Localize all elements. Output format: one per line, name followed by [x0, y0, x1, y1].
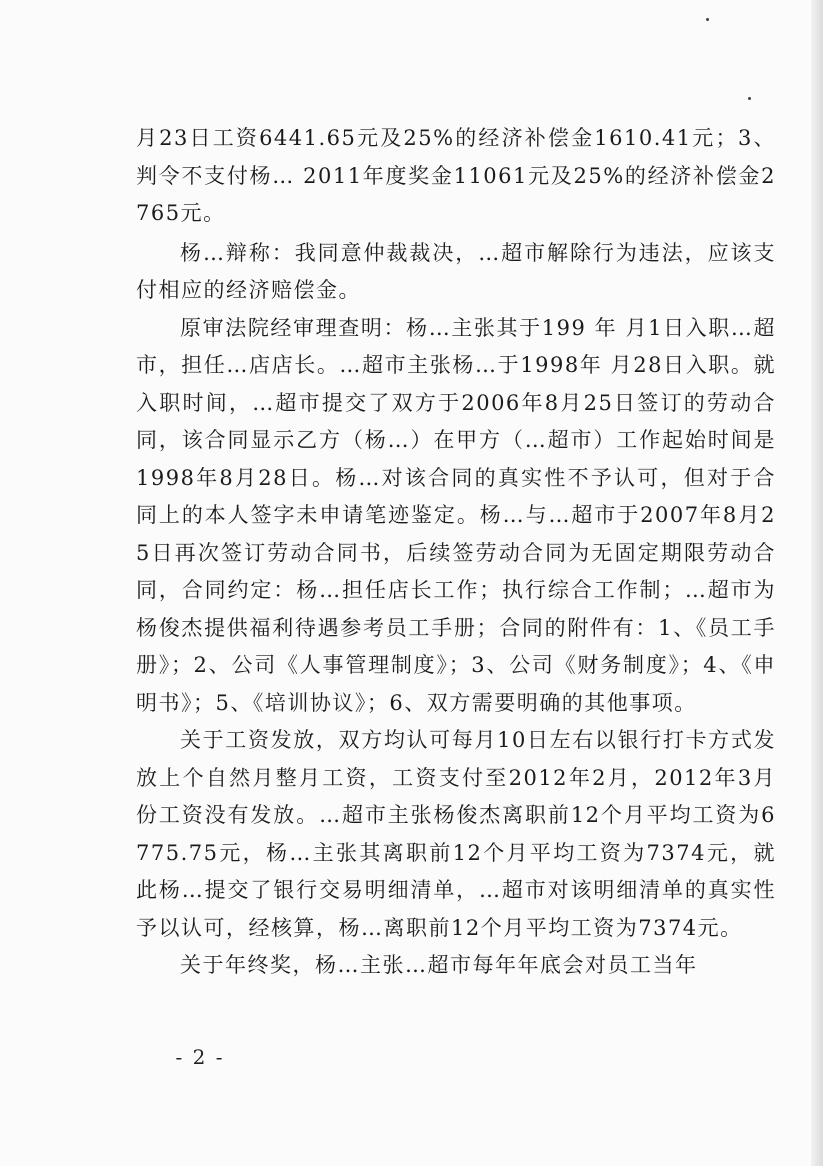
document-body	[136, 120, 776, 985]
page-number: - 2 -	[175, 1045, 225, 1069]
paragraph-wages: 关于工资发放，双方均认可每月10日左右以银行打卡方式发放上个自然月整月工资，工资支付至2012年2月，2012年3月份工资没有发放。…超市主张杨俊杰离职前12个月平均工资为6775.75元，杨…主张其离职前12个月平均工资为7374元，就此杨…提交了银行交易明细清单，…超市对该明细清单的真实性予以认可，经核算，杨…离职前12个月平均工资为7374元。	[136, 728, 776, 940]
paragraph-facts-employment: 原审法院经审理查明：杨…主张其于199 年 月1日入职…超市，担任…店店长。…超市主张杨…于1998年 月28日入职。就入职时间，…超市提交了双方于2006年8月25日签订的劳动合同，该合同显示乙方（杨…）在甲方（…超市）工作起始时间是1998年8月28日。杨…对该合同的真实性不予认可，但对于合同上的本人签字未申请笔迹鉴定。杨…与…超市于2007年8月25日再次签订劳动合同书，后续签劳动合同为无固定期限劳动合同，合同约定：杨…担任店长工作；执行综合工作制；…超市为杨俊杰提供福利待遇参考员工手册；合同的附件有：1、《员工手册》；2、公司《人事管理制度》；3、公司《财务制度》；4、《申明书》；5、《培训协议》；6、双方需要明确的其他事项。	[136, 315, 776, 715]
scan-page-edge	[811, 0, 823, 1166]
paragraph-defense: 杨…辩称：我同意仲裁裁决，…超市解除行为违法，应该支付相应的经济赔偿金。	[136, 240, 776, 302]
paragraph-claims-end: 月23日工资6441.65元及25%的经济补偿金1610.41元；3、判令不支付杨… 2011年度奖金11061元及25%的经济补偿金2765元。	[136, 126, 776, 225]
scan-speck	[748, 97, 751, 100]
paragraph-year-end-bonus: 关于年终奖，杨…主张…超市每年年底会对员工当年	[180, 953, 698, 977]
scan-speck	[706, 18, 709, 21]
